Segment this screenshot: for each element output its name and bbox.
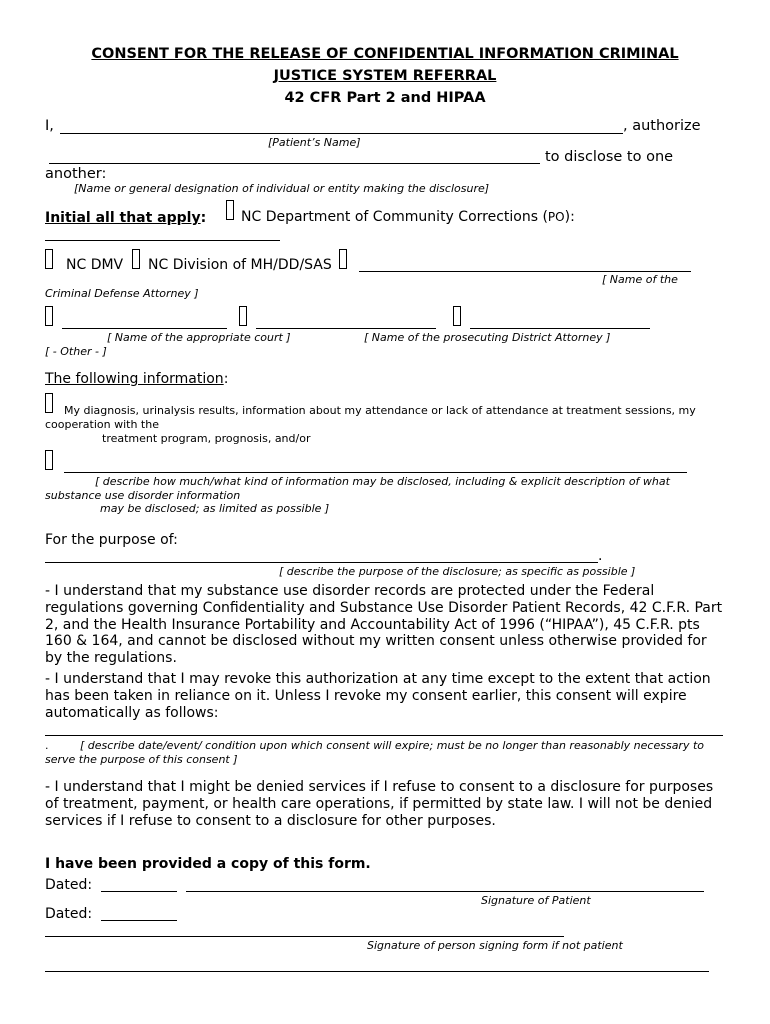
dated-label-2: Dated: [45, 906, 93, 922]
attorney-hint-b: Criminal Defense Attorney ] [45, 287, 199, 300]
info-option1-line3: treatment program, prognosis, and/or [102, 432, 311, 445]
info-custom-field[interactable] [64, 472, 687, 473]
other-signature-field[interactable] [45, 936, 564, 937]
info-hint-line2: substance use disorder information [45, 489, 241, 502]
court-field[interactable] [62, 328, 227, 329]
checkbox-district-attorney[interactable] [239, 306, 247, 326]
checkbox-info-diagnosis[interactable] [45, 393, 53, 413]
info-hint-line1: [ describe how much/what kind of information may be disclosed, including & explicit description of what [95, 475, 670, 488]
other-field[interactable] [470, 328, 650, 329]
discloser-field[interactable] [49, 163, 540, 164]
info-option1-line2: cooperation with the [45, 418, 159, 431]
patient-name-hint: [Patient’s Name] [268, 136, 361, 149]
discloser-hint: [Name or general designation of individual or entity making the disclosure] [74, 182, 490, 195]
patient-signature-hint: Signature of Patient [481, 894, 591, 907]
expire-hint-line2: serve the purpose of this consent ] [45, 753, 238, 766]
expire-condition-field[interactable] [45, 735, 723, 736]
bottom-rule [45, 971, 709, 972]
statement-denied-services: - I understand that I might be denied services if I refuse to consent to a disclosure for purposes of treatment, payment, or health care operations, if permitted by state law. I will not be denied services if I refuse to consent to a disclosure for other purposes. [45, 779, 714, 829]
checkbox-nc-doc[interactable] [226, 200, 234, 220]
title-line-3: 42 CFR Part 2 and HIPAA [284, 90, 486, 106]
nc-mhddsas-label: NC Division of MH/DD/SAS [148, 257, 332, 273]
purpose-label: For the purpose of: [45, 532, 178, 548]
checkbox-nc-dmv[interactable] [45, 249, 53, 269]
information-colon: : [223, 371, 229, 387]
da-hint: [ Name of the prosecuting District Attorney ] [364, 331, 611, 344]
nc-doc-label: NC Department of Community Corrections (PO): [241, 209, 575, 225]
purpose-period: . [598, 548, 603, 564]
statement-revoke: - I understand that I may revoke this authorization at any time except to the extent that action has been taken in reliance on it. Unless I revoke my consent earlier, this consent will expire automatically as follows: [45, 671, 711, 721]
checkbox-other[interactable] [453, 306, 461, 326]
statement-records-protected: - I understand that my substance use disorder records are protected under the Federal regulations governing Confidentiality and Substance Use Disorder Patient Records, 42 C.F.R. Part 2, and the Health Insurance Portability and Accountability Act of 1996 (“HIPAA”), 45 C.F.R. pts 160 & 164, and cannot be disclosed without my written consent unless otherwise provided for by the regulations. [45, 583, 723, 667]
another-label: another: [45, 166, 107, 182]
patient-signature-field[interactable] [186, 891, 704, 892]
date-field-2[interactable] [101, 920, 177, 921]
other-signature-hint: Signature of person signing form if not patient [367, 939, 623, 952]
nc-dmv-label: NC DMV [66, 257, 124, 273]
title-line-2: JUSTICE SYSTEM REFERRAL [273, 68, 497, 84]
copy-provided-label: I have been provided a copy of this form. [45, 856, 371, 872]
attorney-hint-a: [ Name of the [602, 273, 678, 286]
checkbox-info-custom[interactable] [45, 450, 53, 470]
nc-doc-initials-field[interactable] [45, 240, 280, 241]
authorize-label: , authorize [623, 118, 701, 134]
initial-label: Initial all that apply [45, 210, 201, 226]
dated-label-1: Dated: [45, 877, 93, 893]
defense-attorney-field[interactable] [359, 271, 691, 272]
district-attorney-field[interactable] [256, 328, 436, 329]
checkbox-defense-attorney[interactable] [339, 249, 347, 269]
i-label: I, [45, 118, 54, 134]
patient-name-field[interactable] [60, 133, 623, 134]
date-field-1[interactable] [101, 891, 177, 892]
expire-hint-line1: [ describe date/event/ condition upon which consent will expire; must be no longer than reasonably necessary to [80, 739, 705, 752]
purpose-field[interactable] [45, 562, 598, 563]
checkbox-nc-mhddsas[interactable] [132, 249, 140, 269]
checkbox-court[interactable] [45, 306, 53, 326]
court-hint: [ Name of the appropriate court ] [107, 331, 291, 344]
information-heading: The following information [45, 371, 224, 387]
other-hint: [ - Other - ] [45, 345, 107, 358]
expire-dot: . [45, 739, 49, 752]
info-hint-line3: may be disclosed; as limited as possible ] [100, 502, 330, 515]
disclose-label: to disclose to one [545, 149, 674, 165]
purpose-hint: [ describe the purpose of the disclosure; as specific as possible ] [279, 565, 636, 578]
title-line-1: CONSENT FOR THE RELEASE OF CONFIDENTIAL INFORMATION CRIMINAL [91, 46, 679, 62]
info-option1-line1: My diagnosis, urinalysis results, information about my attendance or lack of attendance at treatment sessions, my [64, 404, 696, 417]
initial-colon: : [200, 210, 207, 226]
